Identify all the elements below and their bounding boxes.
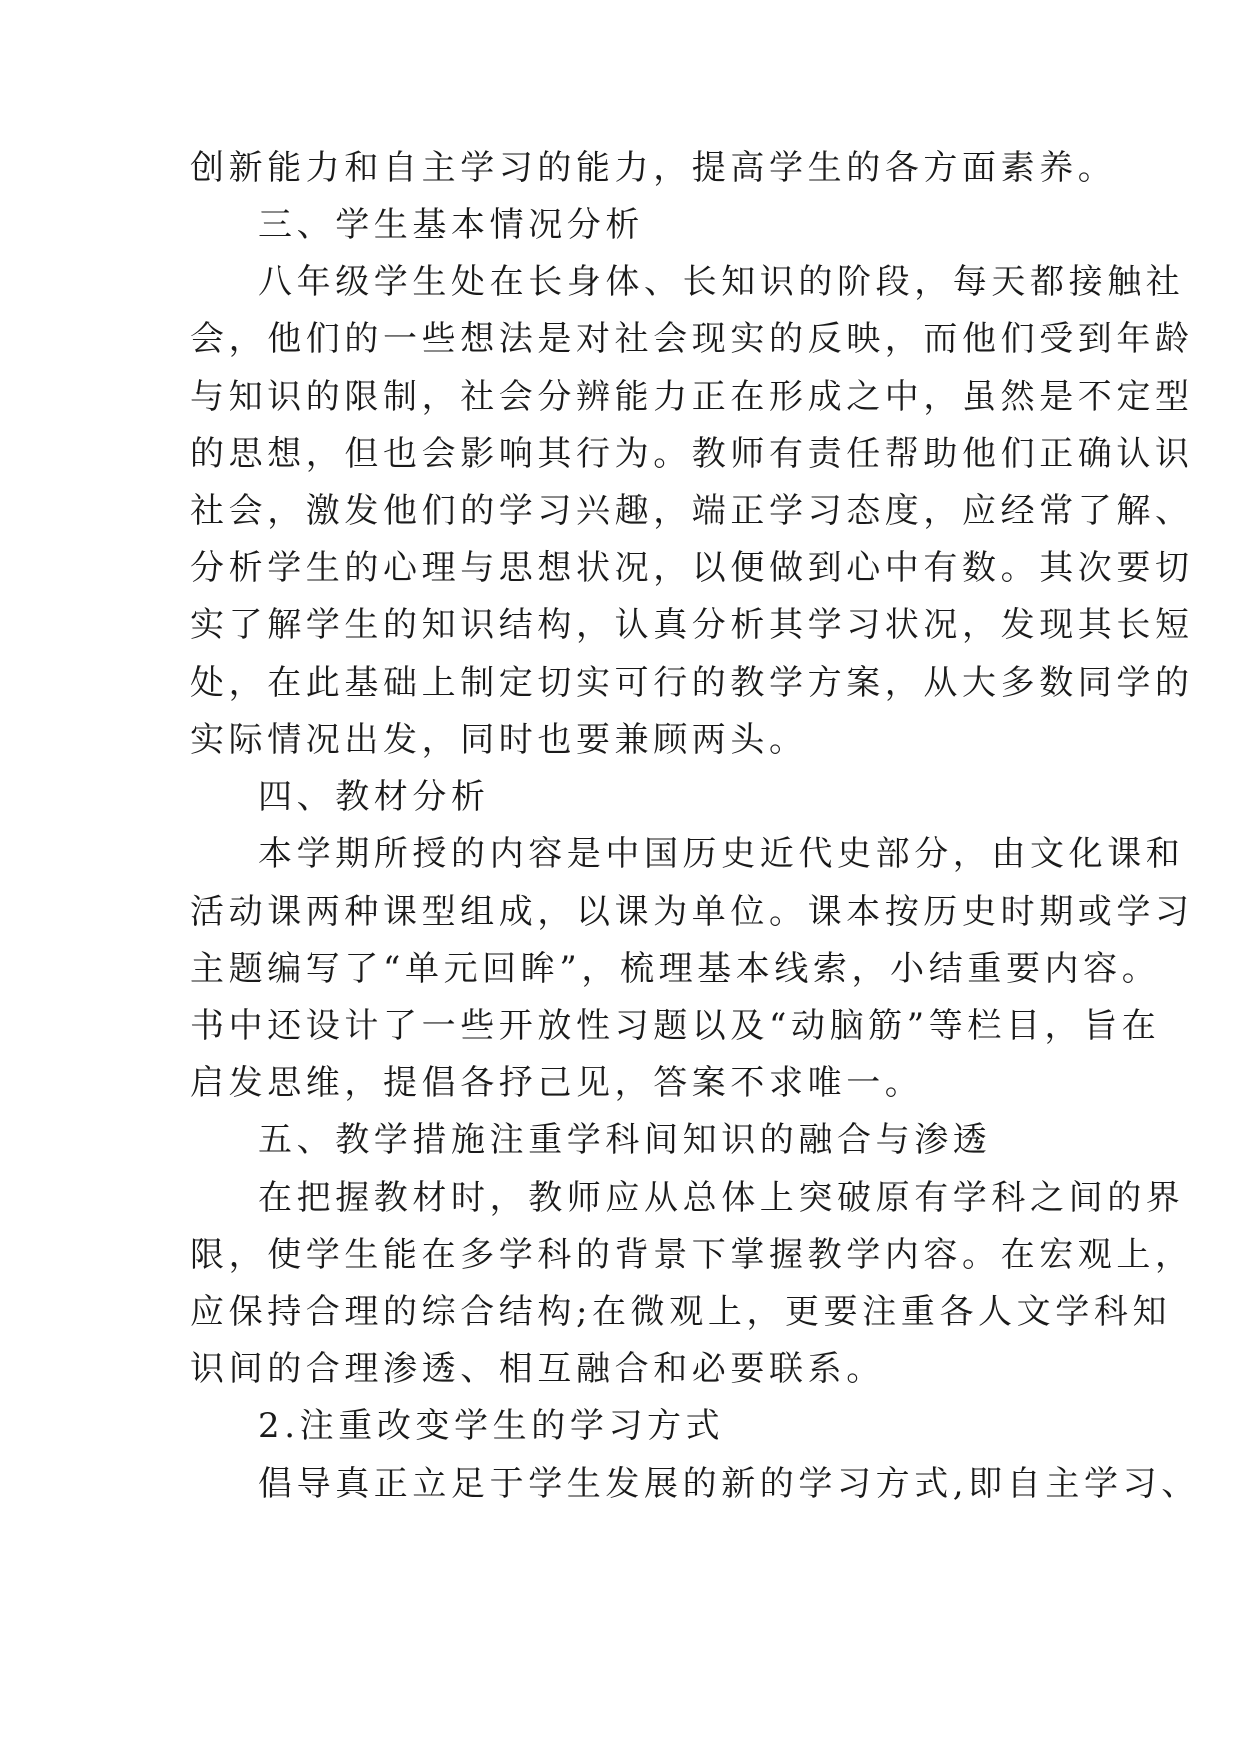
text-line: 实际情况出发，同时也要兼顾两头。 (190, 720, 808, 760)
text-line: 活动课两种课型组成，以课为单位。课本按历史时期或学习 (190, 892, 1194, 932)
text-line: 启发思维，提倡各抒己见，答案不求唯一。 (190, 1063, 924, 1103)
text-line: 分析学生的心理与思想状况，以便做到心中有数。其次要切 (190, 548, 1194, 588)
text-line: 社会，激发他们的学习兴趣，端正学习态度，应经常了解、 (190, 491, 1194, 531)
text-line: 倡导真正立足于学生发展的新的学习方式,即自主学习、 (258, 1464, 1200, 1504)
text-line: 的思想，但也会影响其行为。教师有责任帮助他们正确认识 (190, 434, 1194, 474)
section-heading: 四、教材分析 (258, 777, 490, 817)
text-line: 实了解学生的知识结构，认真分析其学习状况，发现其长短 (190, 605, 1194, 645)
text-line: 创新能力和自主学习的能力，提高学生的各方面素养。 (190, 148, 1117, 188)
text-line: 与知识的限制，社会分辨能力正在形成之中，虽然是不定型 (190, 377, 1194, 417)
text-line: 本学期所授的内容是中国历史近代史部分，由文化课和 (258, 834, 1185, 874)
section-heading: 三、学生基本情况分析 (258, 205, 644, 245)
section-heading: 2.注重改变学生的学习方式 (258, 1406, 725, 1446)
text-line: 会，他们的一些想法是对社会现实的反映，而他们受到年龄 (190, 319, 1194, 359)
section-heading: 五、教学措施注重学科间知识的融合与渗透 (258, 1120, 992, 1160)
text-line: 限，使学生能在多学科的背景下掌握教学内容。在宏观上， (190, 1235, 1194, 1275)
text-line: 应保持合理的综合结构;在微观上，更要注重各人文学科知 (190, 1292, 1172, 1332)
text-line: 八年级学生处在长身体、长知识的阶段，每天都接触社 (258, 262, 1185, 302)
text-line: 书中还设计了一些开放性习题以及“动脑筋”等栏目，旨在 (190, 1006, 1161, 1046)
text-line: 处，在此基础上制定切实可行的教学方案，从大多数同学的 (190, 663, 1194, 703)
text-line: 在把握教材时，教师应从总体上突破原有学科之间的界 (258, 1178, 1185, 1218)
text-line: 主题编写了“单元回眸”，梳理基本线索，小结重要内容。 (190, 949, 1161, 989)
text-line: 识间的合理渗透、相互融合和必要联系。 (190, 1349, 885, 1389)
